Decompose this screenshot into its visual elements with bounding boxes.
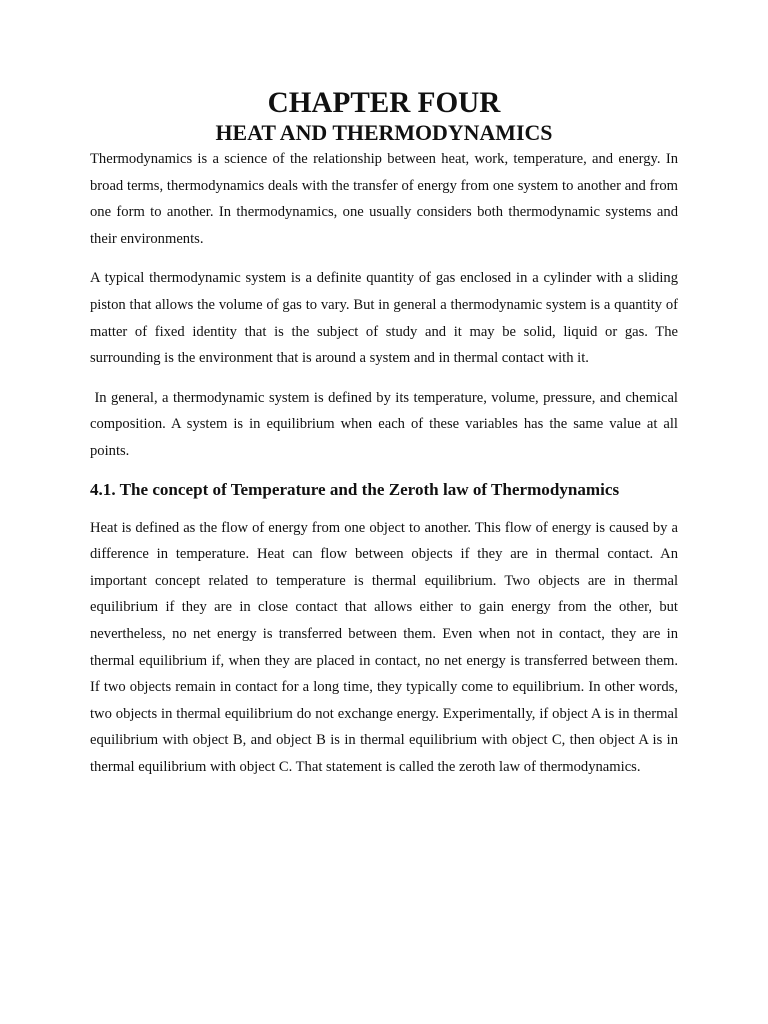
paragraph-zeroth-law: Heat is defined as the flow of energy from one object to another. This flow of energy is caused by a difference in temperature. Heat can flow between objects if they are in thermal contact. An important concept related to temperature is thermal equilibrium. Two objects are in thermal equilibrium if they are in close contact that allows either to gain energy from the other, but nevertheless, no net energy is transferred between them. Even when not in contact, they are in thermal equilibrium if, when they are placed in contact, no net energy is transferred between them. If two objects remain in contact for a long time, they typically come to equilibrium. In other words, two objects in thermal equilibrium do not exchange energy. Experimentally, if object A is in thermal equilibrium with object B, and object B is in thermal equilibrium with object C, then object A is in thermal equilibrium with object C. That statement is called the zeroth law of thermodynamics.	[90, 519, 678, 775]
chapter-title: HEAT AND THERMODYNAMICS	[215, 120, 553, 145]
chapter-label: CHAPTER FOUR	[267, 87, 501, 119]
paragraph-thermodynamic-system: A typical thermodynamic system is a definite quantity of gas enclosed in a cylinder with a sliding piston that allows the volume of gas to vary. But in general a thermodynamic system is a quantity of matter of fixed identity that is the subject of study and it may be solid, liquid or gas. The surrounding is the environment that is around a system and in thermal contact with it.	[90, 270, 678, 367]
paragraph-thermodynamics-definition: Thermodynamics is a science of the relationship between heat, work, temperature, and energy. In broad terms, thermodynamics deals with the transfer of energy from one system to another and from one form to another. In thermodynamics, one usually considers both thermodynamic systems and their environments.	[90, 151, 678, 247]
paragraph-system-definition: In general, a thermodynamic system is defined by its temperature, volume, pressure, and chemical composition. A system is in equilibrium when each of these variables has the same value at all points.	[90, 389, 682, 459]
section-heading: 4.1. The concept of Temperature and the Zeroth law of Thermodynamics	[90, 479, 620, 499]
document-page	[90, 87, 682, 780]
